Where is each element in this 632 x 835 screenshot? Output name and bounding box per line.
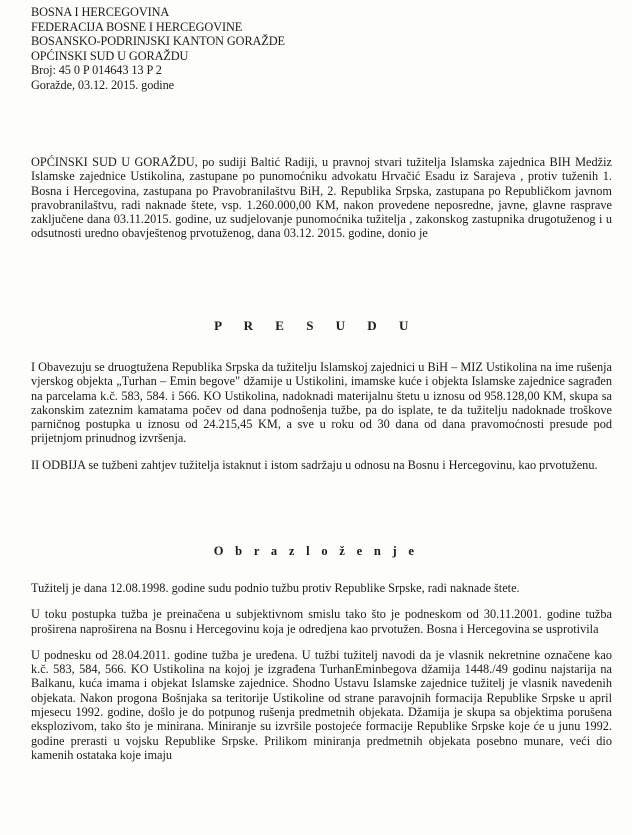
court-header	[31, 5, 285, 93]
header-line: FEDERACIJA BOSNE I HERCEGOVINE	[31, 19, 243, 34]
intro-section	[31, 155, 612, 241]
header-line: OPĆINSKI SUD U GORAŽDU	[31, 48, 189, 63]
verdict-paragraph-1: I Obavezuju se druogtužena Republika Srpska da tužitelju Islamskoj zajednici u BiH – MIZ Ustikolina na ime rušenja vjerskog objekta „Turhan – Emin begove" džamije u Ustikolini, imamske kuće i objekta Islamske zajednice sagrađen na parcelama k.č. 583, 584. i 566. KO Ustikolina, nadoknadi materijalnu štetu u iznosu od 958.128,00 KM, skupa sa zakonskim zateznim kamatama počev od dana podnošenja tužbe, pa do isplate, te da tužitelju nadoknade troškove parničnog postupka u iznosu od 24.215,45 KM, a sve u roku od 30 dana od dana pravomoćnosti presude pod prijetnjom prinudnog izvršenja.	[31, 360, 612, 446]
document-date: Goražde, 03.12. 2015. godine	[31, 77, 175, 92]
intro-paragraph: OPĆINSKI SUD U GORAŽDU, po sudiji Baltić Radiji, u pravnoj stvari tužitelja Islamska zajednica BIH Medžiz Islamske zajednice Ustikolina, zastupane po punomoćniku advokatu Hrvačić Esadu iz Sarajeva , protiv tuženih 1. Bosna i Hercegovina, zastupana po Pravobranilaštvu BiH, 2. Republika Srpska, zastupana po Republičkom javnom pravobranilaštvu, radi naknade štete, vsp. 1.260.000,00 KM, nakon provedene neposredne, javne, glavne rasprave zaključene dana 03.11.2015. godine, uz sudjelovanje punomoćnika tužitelja , zakonskog zastupnika drugotuženog i u odsutnosti uredno obavještenog prvotuženog, dana 03.12. 2015. godine, donio je	[31, 155, 612, 241]
verdict-title: P R E S U D U	[214, 318, 418, 333]
verdict-paragraph-2: II ODBIJA se tužbeni zahtjev tužitelja istaknut i istom sadržaju u odnosu na Bosnu i Hercegovinu, kao prvotuženu.	[31, 457, 598, 472]
header-line: BOSANSKO-PODRINJSKI KANTON GORAŽDE	[31, 34, 285, 49]
reasoning-title: O b r a z l o ž e n j e	[213, 544, 419, 558]
reasoning-paragraph-1: Tužitelj je dana 12.08.1998. godine sudu podnio tužbu protiv Republike Srpske, radi naknade štete.	[31, 581, 520, 595]
verdict-section	[31, 360, 612, 484]
reasoning-paragraph-3: U podnesku od 28.04.2011. godine tužba je uređena. U tužbi tužitelj navodi da je vlasnik nekretnine označene kao k.č. 583, 584, 566. KO Ustikolina na kojoj je izgrađena TurhanEminbegova džamija 1448./49 godinu najstarija na Balkanu, kuća imama i objekat Islamske zajednice. Shodno Ustavu Islamske zajednice tužitelj je vlasnik navedenih objekata. Nakon progona Bošnjaka sa teritorije Ustikoline od strane paravojnih formacija Republike Srpske u april mjesecu 1992. godine, došlo je do potpunog rušenja predmetnih objekata. Džamija je skupa sa objektima porušena eksplozivom, tako što je minirana. Miniranje su izvršile postojeće formacije Republike Srpske koje će u junu 1992. godine prerasti u vojsku Republike Srpske. Prilikom miniranja predmetnih objekata posebno munare, veći dio kamenih ostataka koje imaju	[31, 647, 612, 762]
reasoning-section	[31, 581, 612, 774]
reasoning-paragraph-2: U toku postupka tužba je preinačena u subjektivnom smislu tako što je podneskom od 30.11.2001. godine tužba proširena naproširena na Bosnu i Hercegovinu koja je odredjena kao prvotužen. Bosna i Hercegovina se usprotivila	[31, 607, 612, 636]
header-line: BOSNA I HERCEGOVINA	[31, 5, 170, 19]
case-number: Broj: 45 0 P 014643 13 P 2	[31, 63, 162, 78]
